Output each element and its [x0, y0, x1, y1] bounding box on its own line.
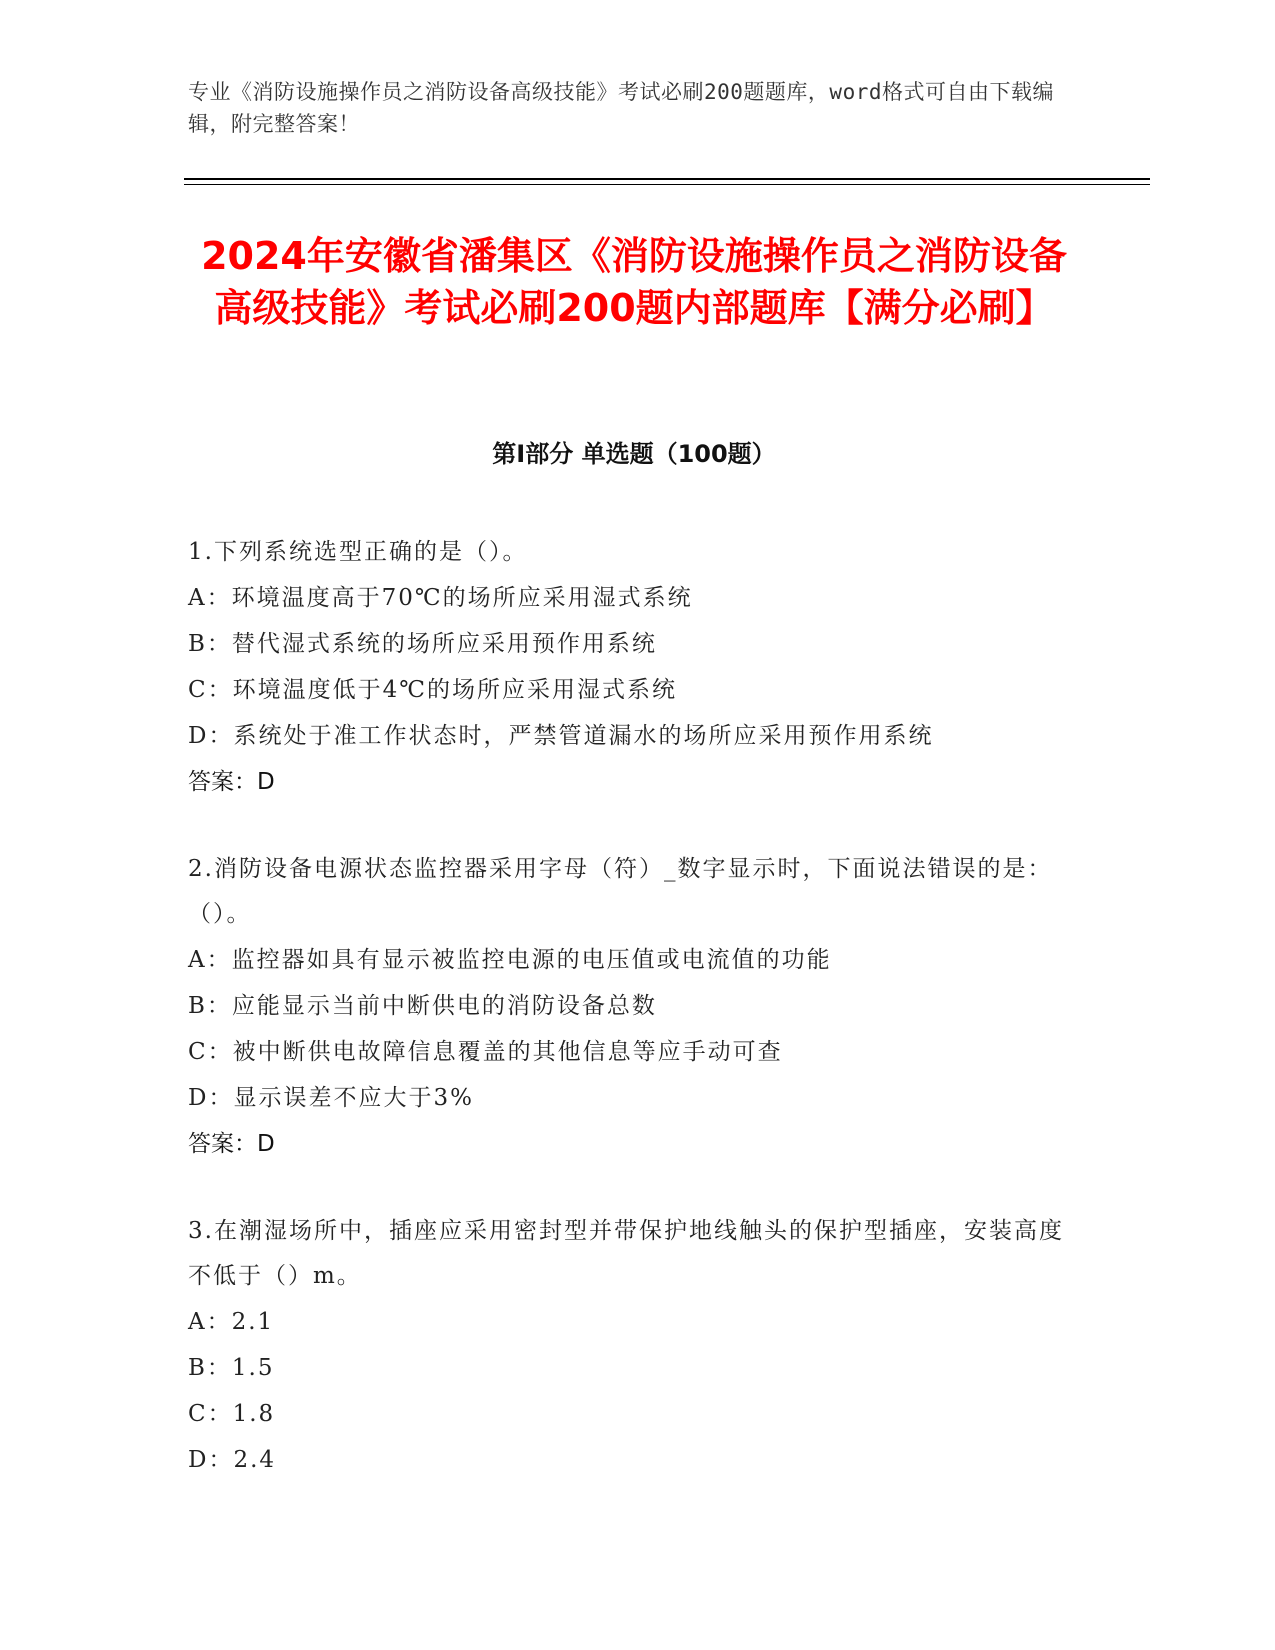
- question-option-c: C：1.8: [188, 1401, 276, 1427]
- header-divider-thick: [184, 178, 1150, 180]
- question-option-d: D：显示误差不应大于3%: [188, 1085, 474, 1111]
- question-option-a: A：环境温度高于70℃的场所应采用湿式系统: [188, 585, 693, 611]
- question-option-b: B：替代湿式系统的场所应采用预作用系统: [188, 631, 657, 657]
- document-header-note: 专业《消防设施操作员之消防设备高级技能》考试必刷200题题库，word格式可自由下载编辑，附完整答案！: [188, 80, 1054, 136]
- document-title: 2024年安徽省潘集区《消防设施操作员之消防设备高级技能》考试必刷200题内部题库【满分必刷】: [201, 234, 1067, 330]
- question-option-c: C：环境温度低于4℃的场所应采用湿式系统: [188, 677, 677, 703]
- question-option-b: B：应能显示当前中断供电的消防设备总数: [188, 993, 657, 1019]
- question-answer: 答案：D: [188, 1131, 275, 1157]
- question-stem: 3.在潮湿场所中，插座应采用密封型并带保护地线触头的保护型插座，安装高度不低于（）m。: [188, 1218, 1064, 1289]
- question-option-d: D：2.4: [188, 1447, 277, 1473]
- question-option-a: A：监控器如具有显示被监控电源的电压值或电流值的功能: [188, 947, 832, 973]
- question-stem: 1.下列系统选型正确的是（）。: [188, 539, 528, 565]
- header-divider-thin: [184, 184, 1150, 185]
- question-answer: 答案：D: [188, 769, 275, 795]
- question-item: [188, 847, 1078, 1167]
- question-item: [188, 1209, 1078, 1483]
- question-option-d: D：系统处于准工作状态时，严禁管道漏水的场所应采用预作用系统: [188, 723, 934, 749]
- question-option-b: B：1.5: [188, 1355, 275, 1381]
- question-stem: 2.消防设备电源状态监控器采用字母（符）_数字显示时，下面说法错误的是：（）。: [188, 856, 1053, 927]
- question-option-c: C：被中断供电故障信息覆盖的其他信息等应手动可查: [188, 1039, 783, 1065]
- question-option-a: A：2.1: [188, 1309, 275, 1335]
- question-item: [188, 530, 1078, 805]
- section-title: 第I部分 单选题（100题）: [492, 440, 776, 468]
- question-list: [188, 530, 1078, 1525]
